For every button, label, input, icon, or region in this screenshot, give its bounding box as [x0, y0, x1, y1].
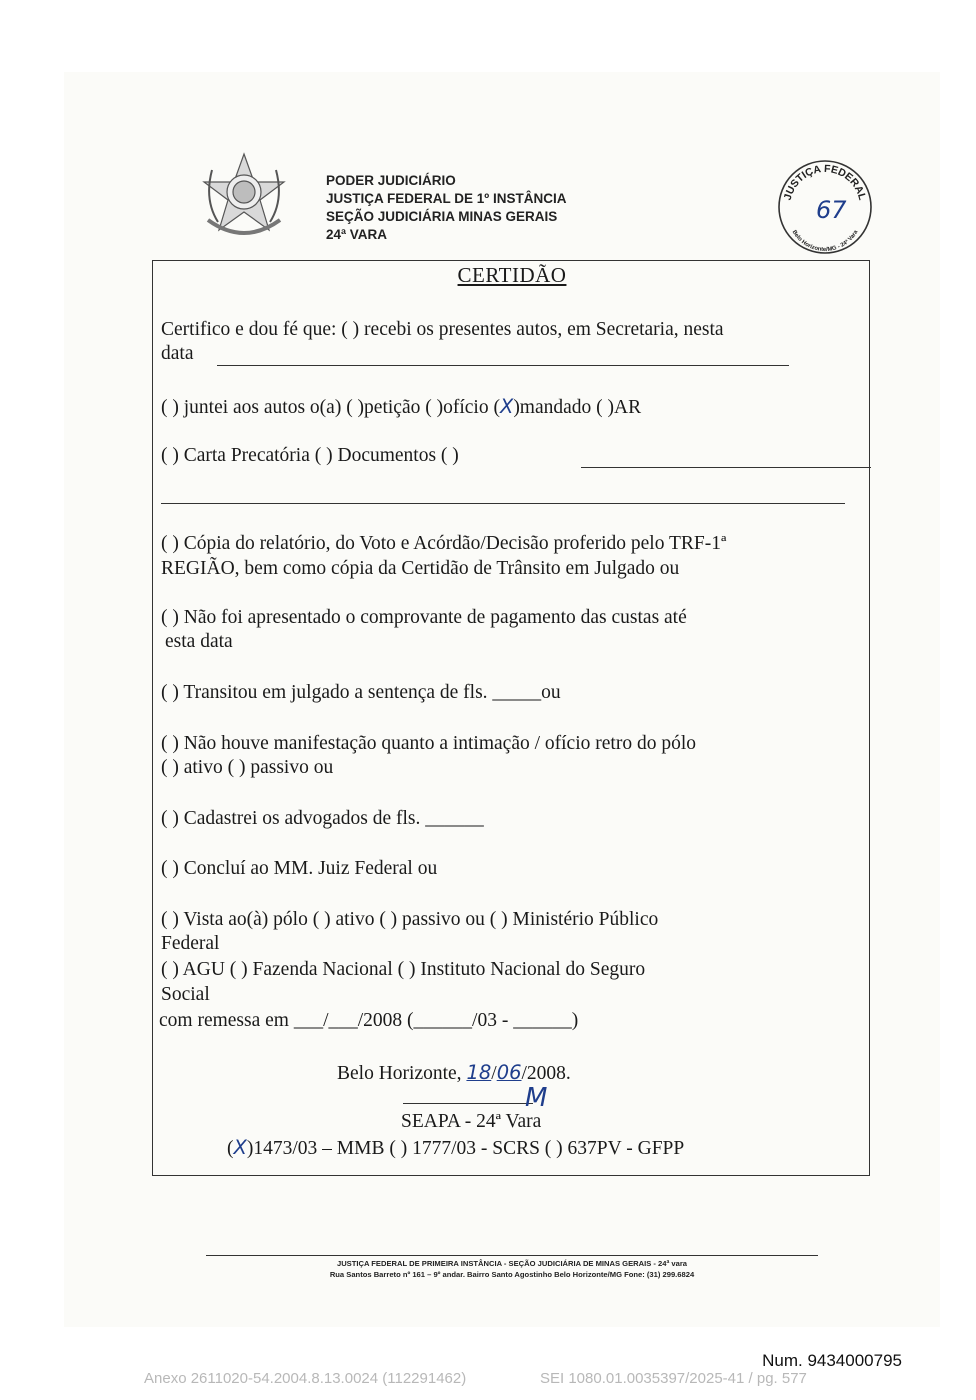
- header-line-4: 24ª VARA: [326, 227, 388, 242]
- line-copia-relatorio: ( ) Cópia do relatório, do Voto e Acórdão/Decisão proferido pelo TRF-1ª: [161, 533, 727, 554]
- codes-rest: )1473/03 – MMB ( ) 1777/03 - SCRS ( ) 637PV - GFPP: [246, 1138, 685, 1159]
- date-year: /2008.: [521, 1063, 571, 1084]
- line-codes: [227, 1136, 684, 1160]
- line-social: Social: [161, 984, 210, 1005]
- header-line-3: SEÇÃO JUDICIÁRIA MINAS GERAIS: [326, 209, 558, 224]
- date-month: 06: [496, 1061, 522, 1084]
- court-header: [326, 172, 566, 244]
- annex-right: SEI 1080.01.0035397/2025-41 / pg. 577: [540, 1370, 807, 1387]
- line-transitou: ( ) Transitou em julgado a sentença de fls. _____ou: [161, 682, 561, 703]
- line-conclui: ( ) Concluí ao MM. Juiz Federal ou: [161, 858, 438, 879]
- annex-left: Anexo 2611020-54.2004.8.13.0024 (112291462): [144, 1370, 467, 1387]
- line-city-date: [337, 1061, 571, 1085]
- line-agu: ( ) AGU ( ) Fazenda Nacional ( ) Instituto Nacional do Seguro: [161, 959, 646, 980]
- date-separator: /: [491, 1063, 497, 1084]
- line-juntei-b: )mandado ( )AR: [513, 397, 642, 418]
- line-juntei: [161, 395, 641, 419]
- line-nao-houve: ( ) Não houve manifestação quanto a intimação / ofício retro do pólo: [161, 733, 696, 754]
- stamp-bottom-text: Belo Horizonte/MG - 24ª Vara: [790, 229, 860, 254]
- signature-line: [403, 1103, 533, 1104]
- documentos-underline: [581, 467, 871, 468]
- line-esta-data: esta data: [165, 631, 233, 652]
- court-page-stamp: [776, 158, 874, 256]
- line-ativo-passivo: ( ) ativo ( ) passivo ou: [161, 757, 334, 778]
- line-juntei-a: ( ) juntei aos autos o(a) ( )petição ( )ofício (: [161, 397, 500, 418]
- blank-rule: [161, 503, 845, 504]
- line-federal: Federal: [161, 933, 220, 954]
- line-carta-precatoria: ( ) Carta Precatória ( ) Documentos ( ): [161, 445, 459, 466]
- footer-line-1: JUSTIÇA FEDERAL DE PRIMEIRA INSTÂNCIA - SEÇÃO JUDICIÁRIA DE MINAS GERAIS - 24ª vara: [336, 1259, 688, 1268]
- city-label: Belo Horizonte,: [337, 1063, 462, 1084]
- document-number: Num. 9434000795: [762, 1351, 902, 1370]
- line-received: Certifico e dou fé que: ( ) recebi os presentes autos, em Secretaria, nesta: [161, 319, 724, 340]
- seapa-label: SEAPA - 24ª Vara: [401, 1111, 542, 1132]
- line-vista: ( ) Vista ao(à) pólo ( ) ativo ( ) passivo ou ( ) Ministério Público: [161, 909, 659, 930]
- date-underline: [217, 365, 789, 366]
- codes-checkmark: X: [233, 1136, 247, 1159]
- header-line-2: JUSTIÇA FEDERAL DE 1º INSTÂNCIA: [326, 191, 567, 206]
- mandado-checkmark: X: [499, 395, 514, 418]
- line-remessa: com remessa em ___/___/2008 (______/03 - ______): [159, 1010, 579, 1031]
- line-nao-foi-apresentado: ( ) Não foi apresentado o comprovante de pagamento das custas até: [161, 607, 687, 628]
- annex-reference: [144, 1370, 807, 1387]
- signature: M: [525, 1083, 548, 1113]
- codes-open: (: [227, 1138, 234, 1159]
- header-line-1: PODER JUDICIÁRIO: [326, 173, 456, 188]
- line-cadastrei: ( ) Cadastrei os advogados de fls. ______: [161, 808, 484, 829]
- footer-line-2: Rua Santos Barreto nº 161 – 9º andar. Bairro Santo Agostinho Belo Horizonte/MG Fone: (31) 299.6824: [329, 1270, 695, 1279]
- footer-rule: [206, 1255, 818, 1256]
- svg-text:Belo Horizonte/MG - 24ª Vara: [791, 229, 860, 253]
- date-day: 18: [466, 1061, 492, 1084]
- line-date-label: data: [161, 343, 194, 364]
- certidao-title: CERTIDÃO: [457, 263, 567, 287]
- brazil-coat-of-arms-icon: [198, 150, 290, 242]
- line-regiao: REGIÃO, bem como cópia da Certidão de Trânsito em Julgado ou: [161, 558, 680, 579]
- certidao-box: [152, 260, 870, 1176]
- stamp-page-number: 67: [816, 196, 847, 224]
- stamp-title: JUSTIÇA FEDERAL: [781, 162, 869, 202]
